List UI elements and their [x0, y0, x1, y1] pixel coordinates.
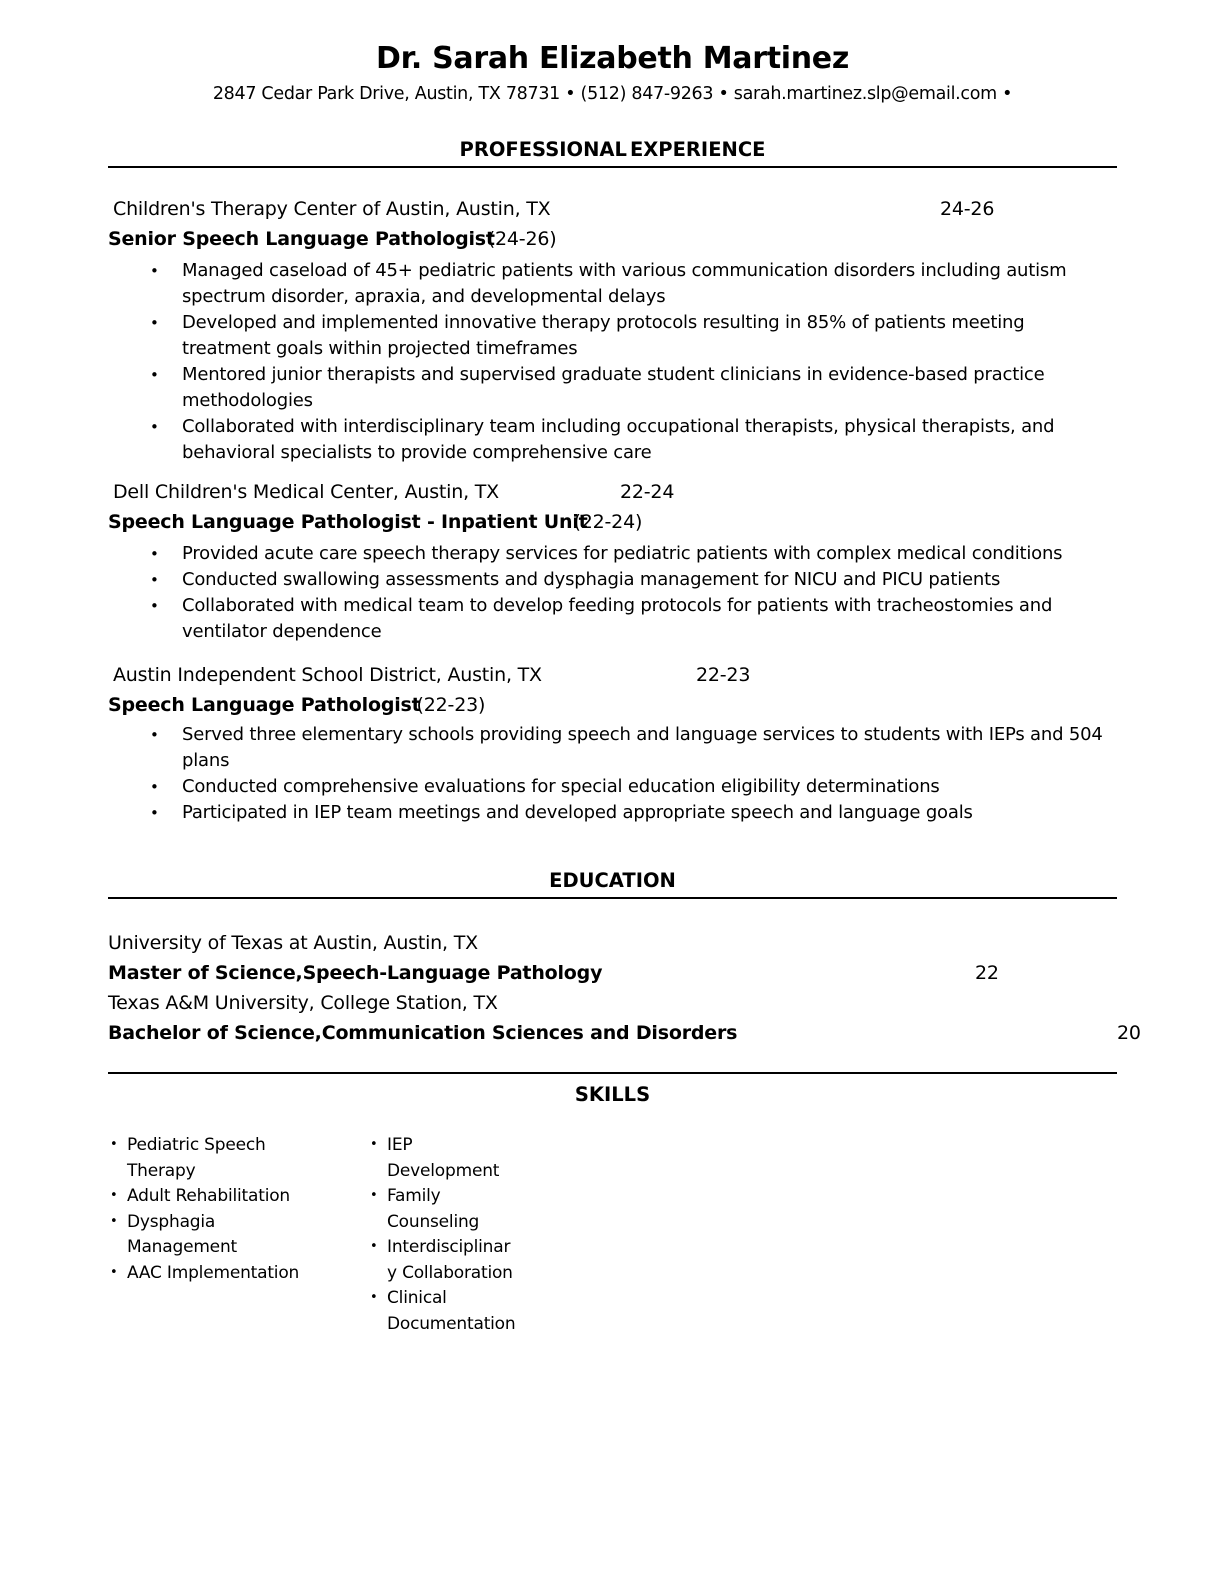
bullet-icon: • [370, 1137, 378, 1152]
company-name: Children's Therapy Center of Austin, Austin, TX [113, 198, 551, 220]
job-bullet [108, 310, 1117, 362]
section-divider [108, 1072, 1117, 1074]
job-title-line [108, 693, 1117, 717]
bullet-icon: • [150, 804, 159, 822]
bullet-icon: • [110, 1213, 118, 1229]
bullet-text: Participated in IEP team meetings and developed appropriate speech and language goals [182, 802, 973, 823]
bullet-icon: • [150, 597, 159, 615]
bullet-text: Conducted swallowing assessments and dysphagia management for NICU and PICU patients [182, 569, 1001, 590]
job-entry [108, 480, 1117, 645]
bullet-text: Mentored junior therapists and supervised graduate student clinicians in evidence-based practice methodologies [182, 364, 1045, 411]
bullet-icon: • [150, 545, 159, 563]
education-date: 22 [975, 962, 999, 984]
skill-item [110, 1210, 302, 1261]
skill-item [110, 1133, 302, 1184]
job-bullet [108, 258, 1117, 310]
education-degree: Bachelor of Science,Communication Sciences and Disorders [108, 1022, 738, 1044]
bullet-text: Provided acute care speech therapy services for pediatric patients with complex medical conditions [182, 543, 1063, 564]
resume-content [108, 0, 1141, 1337]
bullet-text: Conducted comprehensive evaluations for special education eligibility determinations [182, 776, 940, 797]
job-company-line [108, 480, 1117, 504]
job-bullet [108, 593, 1117, 645]
job-bullet-list [108, 722, 1117, 826]
education-degree-line [108, 1018, 1141, 1048]
skill-text: Pediatric Speech Therapy [127, 1135, 266, 1181]
skill-text: Family Counseling [387, 1186, 480, 1232]
skill-item [370, 1133, 519, 1184]
section-heading-education: EDUCATION [549, 869, 676, 892]
education-degree-line [108, 958, 1117, 988]
bullet-icon: • [110, 1137, 118, 1152]
skills-column-2 [370, 1133, 519, 1337]
job-bullet [108, 800, 1117, 826]
job-dates: 22-24 [620, 481, 675, 503]
job-bullet-list [108, 258, 1117, 466]
heading-word-professional: PROFESSIONAL [459, 138, 627, 161]
skill-item [110, 1261, 302, 1287]
skill-item [370, 1286, 519, 1337]
job-bullet [108, 722, 1117, 774]
job-title: Speech Language Pathologist [108, 694, 421, 716]
bullet-icon: • [150, 314, 159, 332]
bullet-text: Developed and implemented innovative therapy protocols resulting in 85% of patients meeting treatment goals within projected timeframes [182, 312, 1025, 359]
job-company-line [108, 197, 1117, 221]
bullet-icon: • [150, 778, 159, 796]
job-title: Speech Language Pathologist - Inpatient Unit [108, 511, 588, 533]
job-entry [108, 663, 1117, 826]
bullet-text: Collaborated with interdisciplinary team including occupational therapists, physical therapists, and behavioral specialists to provide comprehensive care [182, 416, 1055, 463]
candidate-name: Dr. Sarah Elizabeth Martinez [376, 41, 849, 76]
education-block [108, 928, 1141, 1048]
job-bullet [108, 414, 1117, 466]
bullet-icon: • [150, 366, 159, 384]
bullet-icon: • [370, 1188, 378, 1203]
job-bullet [108, 541, 1117, 567]
bullet-icon: • [150, 571, 159, 589]
job-title-dates: (22-23) [416, 694, 486, 716]
job-title-line [108, 227, 1117, 251]
job-dates: 24-26 [940, 198, 995, 220]
bullet-icon: • [110, 1264, 118, 1280]
education-degree: Master of Science,Speech-Language Pathology [108, 962, 603, 984]
skill-text: Adult Rehabilitation [127, 1186, 290, 1206]
job-bullet [108, 774, 1117, 800]
job-dates: 22-23 [696, 664, 751, 686]
skills-grid [110, 1133, 1117, 1337]
education-institution: University of Texas at Austin, Austin, TX [108, 932, 478, 954]
skill-item [370, 1184, 519, 1235]
bullet-icon: • [150, 726, 159, 744]
bullet-text: Served three elementary schools providing speech and language services to students with IEPs and 504 plans [182, 724, 1103, 771]
skill-text: Interdisciplinary Collaboration [387, 1237, 513, 1283]
bullet-icon: • [150, 262, 159, 280]
bullet-icon: • [150, 418, 159, 436]
bullet-icon: • [110, 1188, 118, 1203]
bullet-text: Collaborated with medical team to develop feeding protocols for patients with tracheostomies and ventilator dependence [182, 595, 1053, 642]
skills-column-1 [110, 1133, 370, 1337]
heading-word-experience: EXPERIENCE [629, 138, 766, 161]
contact-line: 2847 Cedar Park Drive, Austin, TX 78731 • (512) 847-9263 • sarah.martinez.slp@email.com • [212, 84, 1013, 104]
job-bullet-list [108, 541, 1117, 645]
education-institution: Texas A&M University, College Station, TX [108, 992, 498, 1014]
company-name: Dell Children's Medical Center, Austin, TX [113, 481, 499, 503]
skill-text: Clinical Documentation [387, 1288, 516, 1334]
section-divider [108, 897, 1117, 899]
company-name: Austin Independent School District, Austin, TX [113, 664, 542, 686]
section-divider [108, 166, 1117, 168]
skill-text: IEP Development [387, 1135, 500, 1181]
job-bullet [108, 362, 1117, 414]
section-heading-experience [108, 138, 1117, 162]
skill-text: AAC Implementation [127, 1262, 300, 1283]
skill-item [370, 1235, 519, 1286]
skill-text: Dysphagia Management [127, 1211, 237, 1257]
job-entry [108, 197, 1117, 466]
section-heading-skills: SKILLS [574, 1083, 651, 1106]
job-company-line [108, 663, 1117, 687]
bullet-icon: • [370, 1290, 378, 1305]
job-bullet [108, 567, 1117, 593]
job-title-dates: (22-24) [573, 511, 643, 533]
job-title: Senior Speech Language Pathologist [108, 228, 495, 250]
education-date: 20 [1117, 1022, 1141, 1044]
skill-item [110, 1184, 302, 1210]
job-title-dates: (24-26) [487, 228, 557, 250]
job-title-line [108, 510, 1117, 534]
bullet-text: Managed caseload of 45+ pediatric patients with various communication disorders including autism spectrum disorder, apraxia, and developmental delays [182, 260, 1067, 307]
bullet-icon: • [370, 1239, 378, 1254]
